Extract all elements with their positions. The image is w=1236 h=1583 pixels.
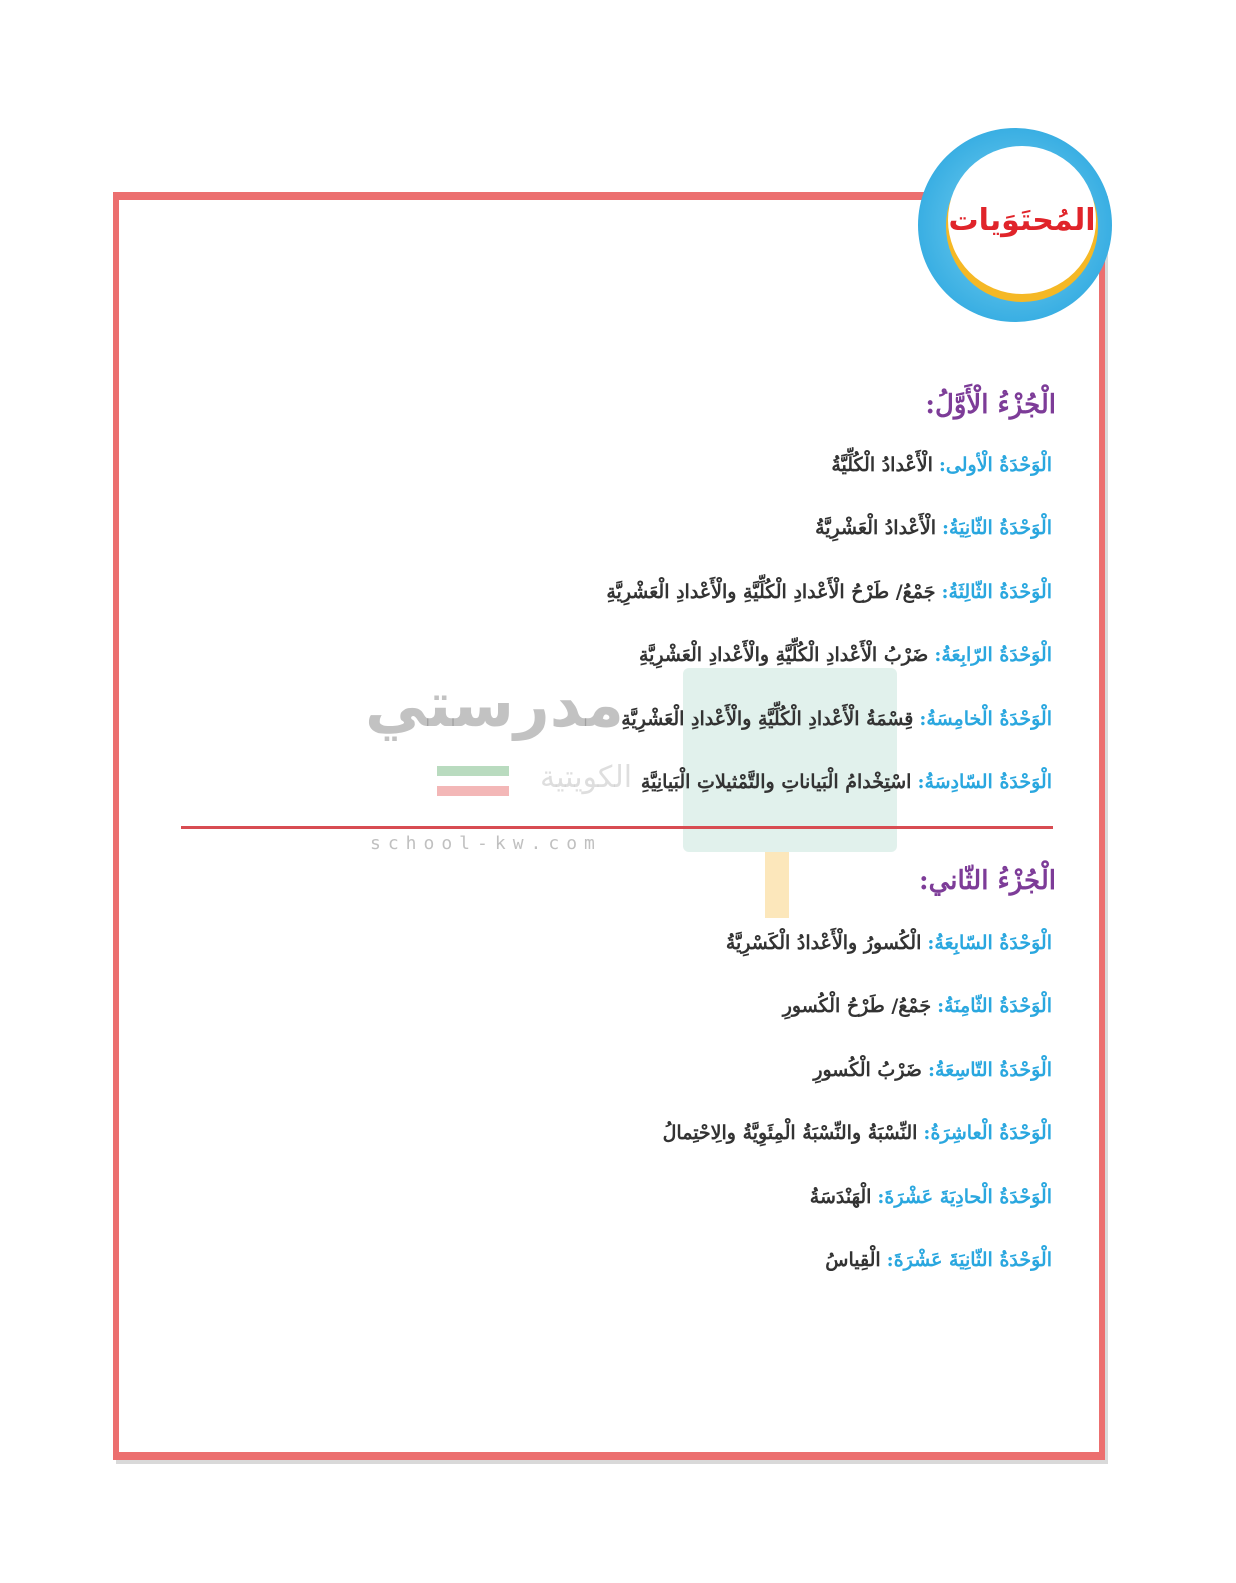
watermark-url: school-kw.com xyxy=(370,833,602,854)
unit-10: الْوَحْدَةُ الْعاشِرَةُ : النِّسْبَةُ والنِّسْبَةُ الْمِئَوِيَّةُ والِاحْتِمالُ xyxy=(662,1122,1052,1145)
unit-topic: جَمْعُ/ طَرْحُ الْأَعْدادِ الْكُلِّيَّةِ والْأَعْدادِ الْعَشْرِيَّةِ xyxy=(606,580,936,603)
unit-label: الْوَحْدَةُ السّابِعَةُ xyxy=(934,931,1052,954)
unit-7: الْوَحْدَةُ السّابِعَةُ : الْكُسورُ والْأَعْدادُ الْكَسْرِيَّةُ xyxy=(725,931,1052,954)
watermark-pen-shape xyxy=(765,852,789,918)
unit-3: الْوَحْدَةُ الثّالِثَةُ : جَمْعُ/ طَرْحُ الْأَعْدادِ الْكُلِّيَّةِ والْأَعْدادِ الْعَشْرِيَّةِ xyxy=(606,580,1052,603)
unit-label: الْوَحْدَةُ السّادِسَةُ xyxy=(924,771,1052,794)
unit-label: الْوَحْدَةُ التّاسِعَةُ xyxy=(934,1058,1052,1081)
unit-6: الْوَحْدَةُ السّادِسَةُ : اسْتِخْدامُ الْبَياناتِ والتَّمْثيلاتِ الْبَيانِيَّةِ xyxy=(640,771,1052,794)
unit-label: الْوَحْدَةُ الْعاشِرَةُ xyxy=(930,1122,1052,1145)
part-2-units xyxy=(663,911,1052,1292)
unit-topic: ضَرْبُ الْأَعْدادِ الْكُلِّيَّةِ والْأَعْدادِ الْعَشْرِيَّةِ xyxy=(638,644,929,667)
unit-topic: اسْتِخْدامُ الْبَياناتِ والتَّمْثيلاتِ الْبَيانِيَّةِ xyxy=(640,771,912,794)
unit-label: الْوَحْدَةُ الثّانِيَةُ xyxy=(949,517,1052,540)
unit-topic: الْهَنْدَسَةُ xyxy=(809,1185,872,1208)
kuwait-flag-icon xyxy=(437,766,509,796)
part-1-title: الْجُزْءُ الْأَوَّلُ: xyxy=(925,390,1056,420)
title-badge-center xyxy=(948,146,1096,294)
unit-topic: ضَرْبُ الْكُسورِ xyxy=(813,1058,922,1081)
unit-5: الْوَحْدَةُ الْخامِسَةُ : قِسْمَةُ الْأَعْدادِ الْكُلِّيَّةِ والْأَعْدادِ الْعَشْرِيَّةِ xyxy=(621,707,1052,730)
unit-label: الْوَحْدَةُ الْأولى xyxy=(945,453,1052,476)
unit-label: الْوَحْدَةُ الثّامِنَةُ xyxy=(944,995,1052,1018)
unit-9: الْوَحْدَةُ التّاسِعَةُ : ضَرْبُ الْكُسورِ xyxy=(813,1058,1052,1081)
unit-11: الْوَحْدَةُ الْحادِيَةَ عَشْرَةَ : الْهَنْدَسَةُ xyxy=(809,1185,1052,1208)
unit-label: الْوَحْدَةُ الثّانِيَةَ عَشْرَةَ xyxy=(893,1249,1052,1272)
unit-label: الْوَحْدَةُ الْخامِسَةُ xyxy=(926,707,1052,730)
page-title: المُحتَوَيات xyxy=(948,202,1096,238)
unit-topic: الْقِياسُ xyxy=(825,1249,881,1272)
watermark-brand: مدرستي xyxy=(365,668,624,741)
unit-topic: النِّسْبَةُ والنِّسْبَةُ الْمِئَوِيَّةُ والِاحْتِمالُ xyxy=(662,1122,918,1145)
unit-topic: الْأَعْدادُ الْكُلِّيَّةُ xyxy=(831,453,933,476)
section-divider xyxy=(181,826,1053,829)
unit-8: الْوَحْدَةُ الثّامِنَةُ : جَمْعُ/ طَرْحُ الْكُسورِ xyxy=(782,995,1052,1018)
unit-4: الْوَحْدَةُ الرّابِعَةُ : ضَرْبُ الْأَعْدادِ الْكُلِّيَّةِ والْأَعْدادِ الْعَشْرِيَّةِ xyxy=(638,644,1052,667)
unit-label: الْوَحْدَةُ الثّالِثَةُ xyxy=(948,580,1052,603)
unit-label: الْوَحْدَةُ الرّابِعَةُ xyxy=(941,644,1052,667)
unit-2: الْوَحْدَةُ الثّانِيَةُ : الْأَعْدادُ الْعَشْرِيَّةُ xyxy=(815,517,1052,540)
unit-label: الْوَحْدَةُ الْحادِيَةَ عَشْرَةَ xyxy=(884,1185,1052,1208)
part-1-units xyxy=(606,433,1052,814)
unit-12: الْوَحْدَةُ الثّانِيَةَ عَشْرَةَ : الْقِياسُ xyxy=(825,1249,1052,1272)
unit-topic: الْكُسورُ والْأَعْدادُ الْكَسْرِيَّةُ xyxy=(725,931,922,954)
unit-topic: جَمْعُ/ طَرْحُ الْكُسورِ xyxy=(782,995,932,1018)
unit-topic: الْأَعْدادُ الْعَشْرِيَّةُ xyxy=(815,517,936,540)
watermark-subtitle: الكويتية xyxy=(540,760,633,795)
unit-1: الْوَحْدَةُ الْأولى : الْأَعْدادُ الْكُلِّيَّةُ xyxy=(831,453,1052,476)
unit-topic: قِسْمَةُ الْأَعْدادِ الْكُلِّيَّةِ والْأَعْدادِ الْعَشْرِيَّةِ xyxy=(621,707,914,730)
part-2-title: الْجُزْءُ الثّاني: xyxy=(919,866,1056,896)
